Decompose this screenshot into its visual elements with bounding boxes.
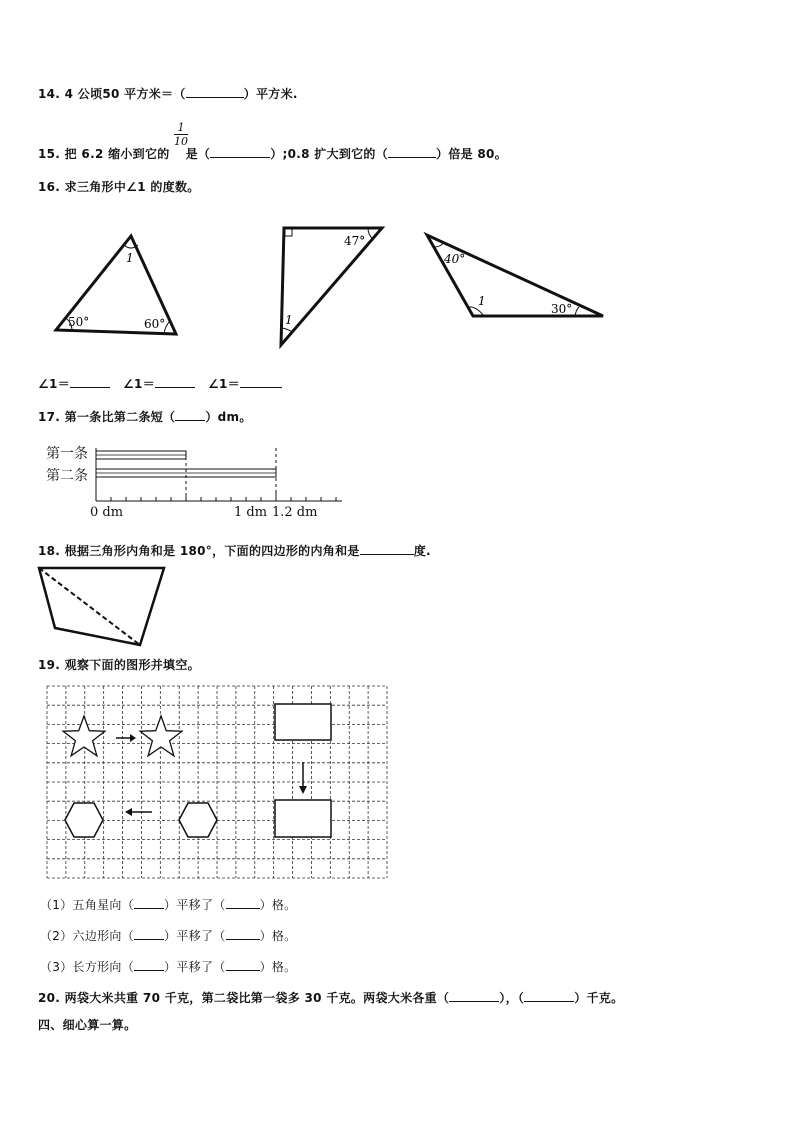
- arrow-head: [125, 808, 132, 816]
- answer-blank[interactable]: [449, 989, 499, 1002]
- question-number: 17.: [38, 410, 61, 424]
- angle-label: 1: [126, 251, 134, 265]
- question-17: [38, 408, 252, 425]
- answer-blank[interactable]: [70, 375, 110, 388]
- grid-lines: [47, 686, 387, 878]
- right-angle-mark: [285, 229, 292, 236]
- question-text: 两袋大米共重 70 千克，第二袋比第一袋多 30 千克。两袋大米各重（: [64, 991, 450, 1005]
- subquestion-text: ）格。: [259, 898, 297, 912]
- question-number: 14.: [38, 87, 61, 101]
- fraction-denominator: 10: [174, 135, 188, 148]
- bar-label-second: 第二条: [46, 468, 88, 484]
- subquestion-text: ）平移了（: [164, 898, 226, 912]
- hexagon-shape: [65, 803, 103, 837]
- fraction-numerator: 1: [174, 121, 188, 135]
- angle-label: 30°: [551, 302, 573, 316]
- answer-blank[interactable]: [210, 145, 270, 158]
- subquestion-2: [40, 927, 296, 944]
- star-shape: [140, 716, 182, 756]
- question-text: ），（: [499, 991, 525, 1005]
- question-text: ）千克。: [574, 991, 624, 1005]
- question-text: ）倍是 80。: [436, 147, 508, 161]
- triangle-3: [427, 235, 603, 316]
- subquestion-1: [40, 896, 296, 913]
- question-text: 把 6.2 缩小到它的: [64, 147, 170, 161]
- triangle-figures: [0, 220, 794, 380]
- answer-blank[interactable]: [134, 896, 164, 909]
- subquestion-3: [40, 958, 296, 975]
- ruler-figure: [90, 440, 390, 510]
- answer-blank[interactable]: [186, 85, 244, 98]
- translation-grid: [42, 682, 392, 882]
- angle-label: 60°: [144, 317, 166, 331]
- answer-row-16: [38, 375, 282, 392]
- quadrilateral: [39, 568, 164, 645]
- question-15: [38, 145, 507, 162]
- answer-blank[interactable]: [360, 542, 414, 555]
- diagonal-dashed: [39, 568, 140, 645]
- subquestion-text: （2）六边形向（: [40, 929, 135, 943]
- answer-blank[interactable]: [226, 958, 260, 971]
- arrow-head: [299, 786, 307, 794]
- hexagon-shape: [179, 803, 217, 837]
- answer-blank[interactable]: [388, 145, 436, 158]
- question-text: 是（: [185, 147, 211, 161]
- question-number: 20.: [38, 991, 61, 1005]
- question-16: [38, 178, 200, 195]
- question-text: ）;0.8 扩大到它的（: [270, 147, 389, 161]
- question-text: ）平方米.: [243, 87, 298, 101]
- ruler-tick-label: 0 dm: [90, 505, 124, 520]
- question-text: 根据三角形内角和是 180°，下面的四边形的内角和是: [64, 544, 360, 558]
- subquestion-text: （1）五角星向（: [40, 898, 135, 912]
- subquestion-text: ）格。: [259, 929, 297, 943]
- rectangle-shape: [275, 704, 331, 740]
- question-18: [38, 542, 431, 559]
- angle-label: 1: [478, 294, 486, 308]
- question-number: 16.: [38, 180, 61, 194]
- question-number: 15.: [38, 147, 61, 161]
- arrow-head: [130, 734, 136, 742]
- question-20: [38, 989, 623, 1006]
- triangle-2: [281, 228, 382, 345]
- question-number: 19.: [38, 658, 61, 672]
- answer-blank[interactable]: [134, 927, 164, 940]
- question-19: [38, 656, 200, 673]
- question-text: 求三角形中∠1 的度数。: [64, 180, 200, 194]
- answer-prefix: ∠1＝: [122, 377, 155, 391]
- rectangle-shape: [275, 800, 331, 837]
- star-shape: [63, 716, 105, 756]
- answer-blank[interactable]: [226, 927, 260, 940]
- question-text: 第一条比第二条短（: [64, 410, 176, 424]
- angle-label: 47°: [344, 234, 366, 248]
- question-14: [38, 85, 298, 102]
- quadrilateral-figure: [30, 562, 210, 652]
- angle-arc: [282, 328, 292, 332]
- answer-prefix: ∠1＝: [207, 377, 240, 391]
- subquestion-text: ）格。: [259, 960, 297, 974]
- question-text: 观察下面的图形并填空。: [64, 658, 200, 672]
- answer-blank[interactable]: [226, 896, 260, 909]
- answer-blank[interactable]: [155, 375, 195, 388]
- ruler-tick-label: 1 dm: [234, 505, 268, 520]
- subquestion-text: ）平移了（: [164, 960, 226, 974]
- ruler-ticks: [96, 493, 336, 501]
- subquestion-text: ）平移了（: [164, 929, 226, 943]
- angle-label: 40°: [444, 252, 466, 266]
- answer-blank[interactable]: [524, 989, 574, 1002]
- question-text: 4 公顷50 平方米＝（: [64, 87, 186, 101]
- angle-label: 1: [285, 313, 293, 327]
- fraction-one-tenth: [174, 121, 188, 148]
- angle-label: 50°: [68, 315, 90, 329]
- answer-blank[interactable]: [175, 408, 205, 421]
- ruler-tick-label: 1.2 dm: [272, 505, 318, 520]
- question-number: 18.: [38, 544, 61, 558]
- question-text: 度.: [413, 544, 431, 558]
- answer-blank[interactable]: [134, 958, 164, 971]
- subquestion-text: （3）长方形向（: [40, 960, 135, 974]
- answer-blank[interactable]: [240, 375, 282, 388]
- question-text: ）dm。: [205, 410, 252, 424]
- answer-prefix: ∠1＝: [38, 377, 71, 391]
- section-4-title: 四、细心算一算。: [38, 1018, 137, 1032]
- bar-label-first: 第一条: [46, 446, 88, 462]
